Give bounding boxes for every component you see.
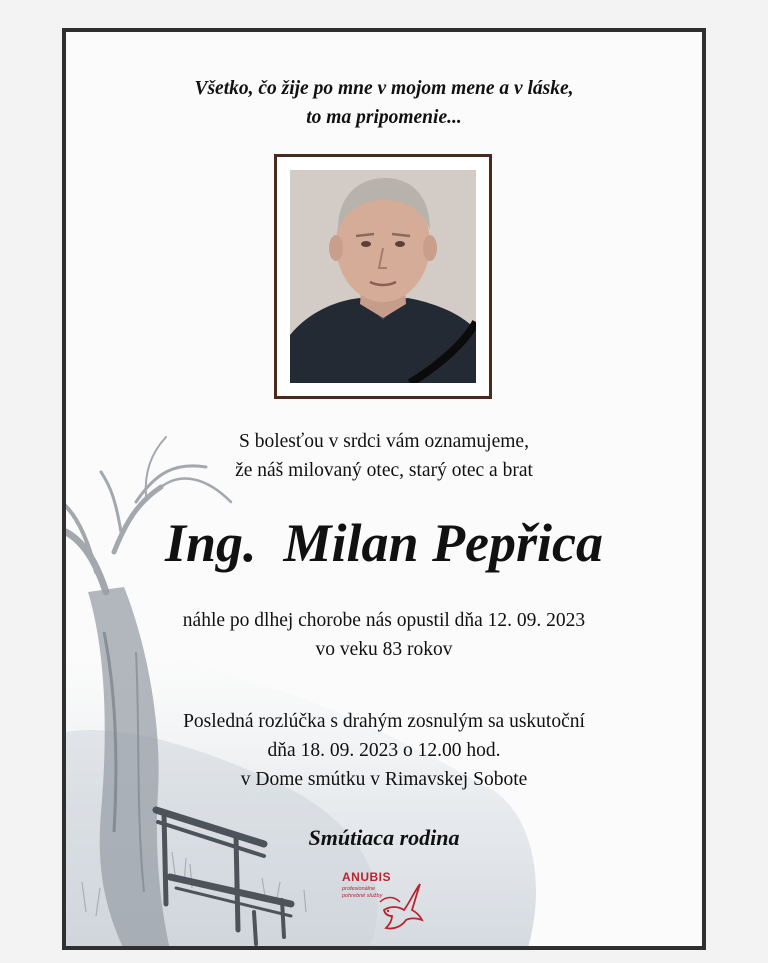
- memorial-quote-line-2: to ma pripomenie...: [306, 107, 462, 128]
- memorial-quote-line-1: Všetko, čo žije po mne v mojom mene a v láske,: [194, 78, 574, 99]
- portrait-photo: [290, 170, 476, 383]
- death-notice-line-2: vo veku 83 rokov: [315, 639, 453, 660]
- funeral-info-line-2: dňa 18. 09. 2023 o 12.00 hod.: [267, 740, 501, 761]
- obituary-card: [62, 28, 706, 950]
- logo-tagline: profesionálne pohrebné služby: [342, 886, 383, 899]
- family-signature: Smútiaca rodina: [308, 825, 460, 850]
- anubis-logo: [328, 866, 428, 936]
- logo-title: ANUBIS: [342, 870, 392, 884]
- death-notice-line-1: náhle po dlhej chorobe nás opustil dňa 12. 09. 2023: [182, 610, 586, 631]
- funeral-info-line-3: v Dome smútku v Rimavskej Sobote: [240, 769, 528, 790]
- portrait-frame: [274, 154, 492, 399]
- funeral-info-line-1: Posledná rozlúčka s drahým zosnulým sa uskutoční: [183, 711, 585, 732]
- announcement-line-2: že náš milovaný otec, starý otec a brat: [235, 460, 533, 481]
- announcement-line-1: S bolesťou v srdci vám oznamujeme,: [239, 431, 529, 452]
- dove-icon: [376, 880, 424, 932]
- deceased-name: Ing. Milan Pepřica: [164, 513, 604, 573]
